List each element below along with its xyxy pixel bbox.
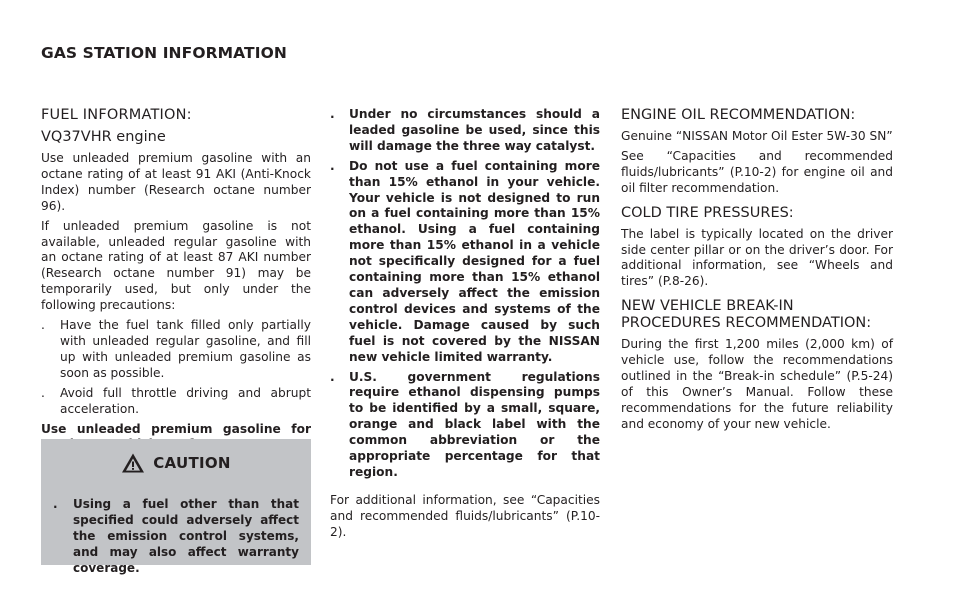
list-item-text: Have the fuel tank filled only partially with unleaded regular gasoline, and fill up with unleaded premium gasoline as soon as possible. bbox=[60, 318, 311, 380]
warning-list bbox=[330, 107, 600, 481]
additional-info-paragraph: For additional information, see “Capacities and recommended fluids/lubricants” (P.10-2). bbox=[330, 492, 600, 539]
tire-pressure-paragraph: The label is typically located on the driver side center pillar or on the driver’s door. For additional information, see “Wheels and tires” (P.8-26). bbox=[621, 226, 893, 289]
fuel-paragraph-2: If unleaded premium gasoline is not available, unleaded regular gasoline with an octane rating of at least 87 AKI number (Research octane number 91) may be temporarily used, but only under the following precautions: bbox=[41, 218, 311, 313]
fuel-information-heading: FUEL INFORMATION: bbox=[41, 107, 192, 123]
fuel-paragraph-1: Use unleaded premium gasoline with an octane rating of at least 91 AKI (Anti-Knock Index) number (Research octane number 96). bbox=[41, 151, 311, 213]
caution-box bbox=[41, 439, 311, 575]
caution-list bbox=[53, 497, 299, 577]
list-item bbox=[330, 159, 600, 366]
engine-oil-heading: ENGINE OIL RECOMMENDATION: bbox=[621, 107, 856, 123]
engine-oil-section bbox=[621, 107, 893, 197]
engine-subheading: VQ37VHR engine bbox=[41, 129, 166, 145]
bullet-dot: . bbox=[41, 385, 45, 400]
list-item bbox=[41, 318, 311, 382]
break-in-paragraph: During the first 1,200 miles (2,000 km) of vehicle use, follow the recommendations outlined in the “Break-in schedule” (P.5-24) of this Owner’s Manual. Follow these recommendations for the future reliability and economy of your new vehicle. bbox=[621, 337, 893, 431]
break-in-section bbox=[621, 298, 893, 432]
column-recommendations bbox=[621, 107, 893, 441]
list-item-text: Do not use a fuel containing more than 15% ethanol in your vehicle. Your vehicle is not designed to run on a fuel containing more than 15% ethanol. Using a fuel containing more than 15% ethanol in a vehicle not specifically designed for a fuel containing more than 15% ethanol can adversely affect the emission control devices and systems of the vehicle. Damage caused by such fuel is not covered by the NISSAN new vehicle limited warranty. bbox=[349, 158, 600, 364]
premium-note: Use unleaded premium gasoline for bbox=[41, 421, 311, 436]
list-item bbox=[330, 107, 600, 155]
fuel-precaution-list bbox=[41, 318, 311, 417]
list-item-text: U.S. government regulations require ethanol dispensing pumps to be identified by a small, square, orange and black label with the common abbreviation or the appropriate percentage for that region. bbox=[349, 369, 600, 479]
caution-body bbox=[41, 475, 311, 577]
warning-triangle-icon bbox=[121, 452, 145, 474]
bullet-dot: . bbox=[330, 369, 335, 384]
tire-pressure-heading: COLD TIRE PRESSURES: bbox=[621, 204, 794, 221]
bullet-dot: . bbox=[330, 107, 335, 121]
page-title: GAS STATION INFORMATION bbox=[41, 44, 287, 62]
bullet-dot: . bbox=[330, 158, 335, 173]
engine-oil-paragraph-2: See “Capacities and recommended fluids/lubricants” (P.10-2) for engine oil and oil filter recommendation. bbox=[621, 148, 893, 195]
tire-pressure-section bbox=[621, 205, 893, 291]
list-item bbox=[41, 386, 311, 418]
list-item-text: Under no circumstances should a leaded gasoline be used, since this will damage the three way catalyst. bbox=[349, 107, 600, 153]
list-item bbox=[330, 370, 600, 481]
list-item-text: Using a fuel other than that specified could adversely affect the emission control systems, and may also affect warranty coverage. bbox=[73, 497, 299, 575]
engine-oil-paragraph-1: Genuine “NISSAN Motor Oil Ester 5W-30 SN” bbox=[621, 129, 893, 143]
list-item bbox=[53, 497, 299, 577]
list-item-text: Avoid full throttle driving and abrupt acceleration. bbox=[60, 385, 311, 416]
bullet-dot: . bbox=[53, 497, 58, 511]
column-fuel-information bbox=[41, 107, 311, 457]
caution-title: CAUTION bbox=[153, 454, 231, 472]
column-warnings bbox=[330, 107, 600, 545]
caution-header bbox=[41, 451, 311, 475]
bullet-dot: . bbox=[41, 318, 45, 333]
break-in-heading: NEW VEHICLE BREAK-IN PROCEDURES RECOMMENDATION: bbox=[621, 298, 872, 332]
